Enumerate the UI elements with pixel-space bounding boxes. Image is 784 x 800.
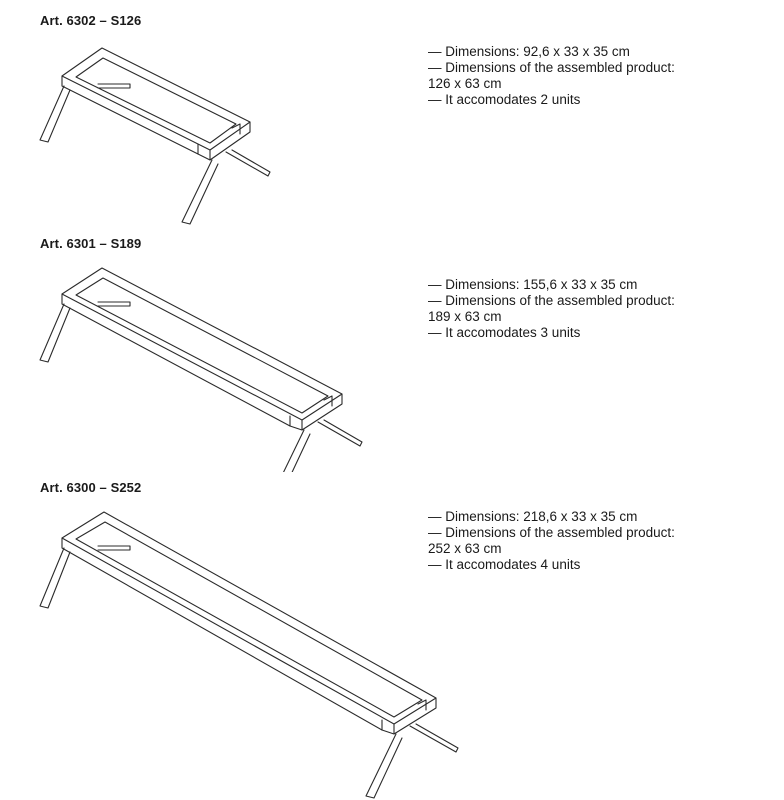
spec-dimensions: — Dimensions: 92,6 x 33 x 35 cm: [428, 44, 630, 59]
spec-capacity: — It accomodates 2 units: [428, 92, 581, 107]
bench-illustration-s252: [0, 472, 480, 800]
article-title: Art. 6302 – S126: [40, 13, 142, 28]
product-section-6300: [0, 472, 784, 800]
bench-illustration-s126: [0, 0, 300, 232]
spec-capacity: — It accomodates 4 units: [428, 557, 581, 572]
product-specs: [428, 277, 675, 341]
spec-assembled-label: — Dimensions of the assembled product:: [428, 60, 675, 75]
product-section-6301: [0, 232, 784, 472]
spec-dimensions: — Dimensions: 218,6 x 33 x 35 cm: [428, 509, 638, 524]
product-specs: [428, 44, 675, 108]
spec-assembled-value: 126 x 63 cm: [428, 76, 502, 91]
spec-assembled-value: 252 x 63 cm: [428, 541, 502, 556]
article-title: Art. 6301 – S189: [40, 236, 142, 251]
product-specs: [428, 509, 675, 573]
article-title: Art. 6300 – S252: [40, 480, 142, 495]
product-section-6302: [0, 0, 784, 232]
spec-capacity: — It accomodates 3 units: [428, 325, 581, 340]
spec-dimensions: — Dimensions: 155,6 x 33 x 35 cm: [428, 277, 638, 292]
spec-assembled-label: — Dimensions of the assembled product:: [428, 525, 675, 540]
spec-assembled-label: — Dimensions of the assembled product:: [428, 293, 675, 308]
spec-assembled-value: 189 x 63 cm: [428, 309, 502, 324]
bench-illustration-s189: [0, 232, 380, 472]
